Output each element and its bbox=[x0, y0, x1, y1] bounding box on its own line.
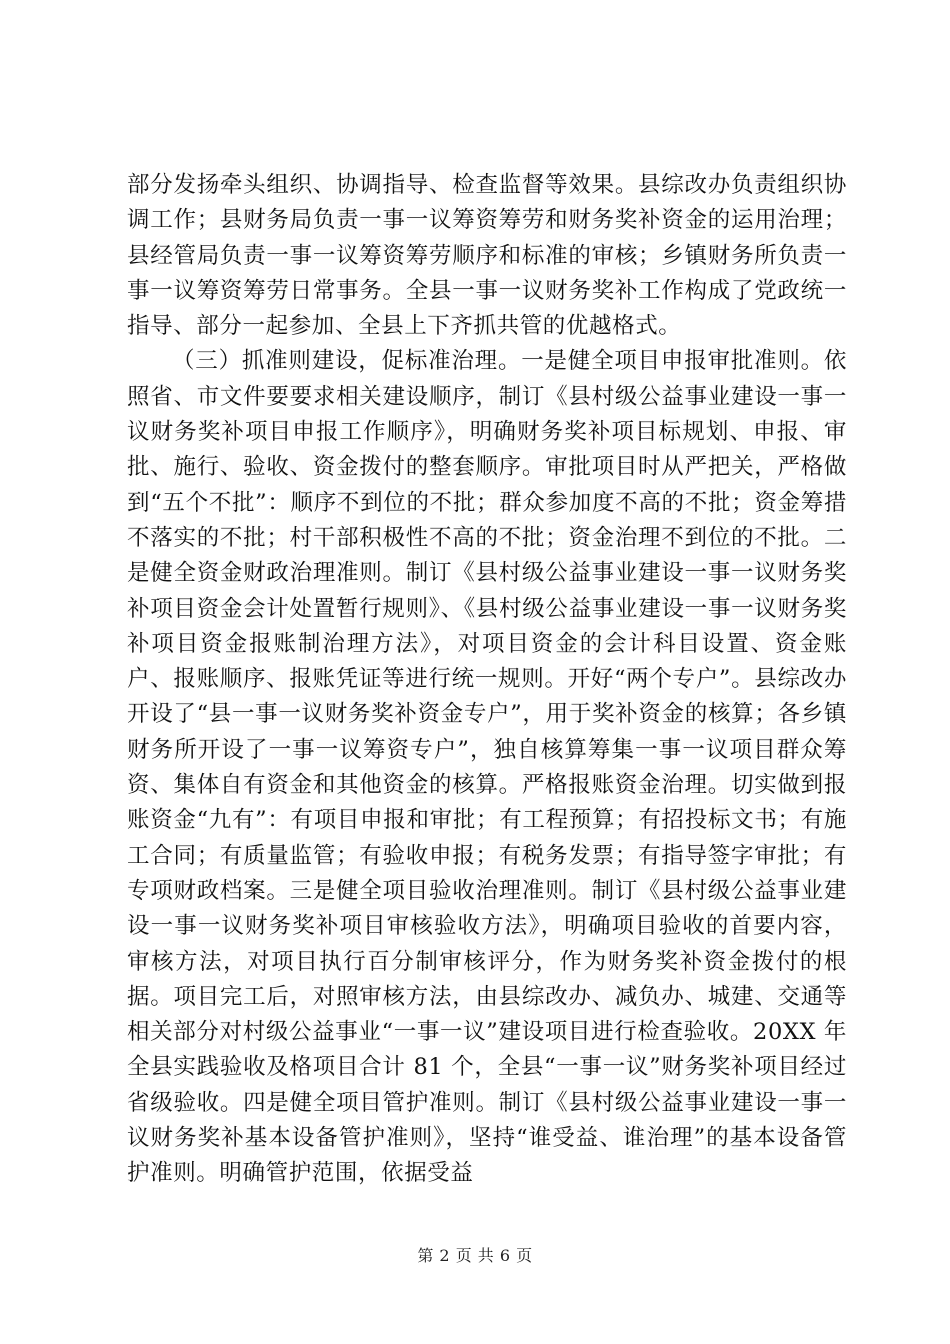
page-footer: 第 2 页 共 6 页 bbox=[417, 1246, 533, 1265]
paragraph-1: 部分发扬牵头组织、协调指导、检查监督等效果。县综改办负责组织协调工作；县财务局负责一事一议筹资筹劳和财务奖补资金的运用治理；县经管局负责一事一议筹资筹劳顺序和标准的审核；乡镇财务所负责一事一议筹资筹劳日常事务。全县一事一议财务奖补工作构成了党政统一指导、部分一起参加、全县上下齐抓共管的优越格式。 bbox=[127, 172, 847, 340]
paragraph-2: （三）抓准则建设，促标准治理。一是健全项目申报审批准则。依照省、市文件要要求相关建设顺序，制订《县村级公益事业建设一事一议财务奖补项目申报工作顺序》，明确财务奖补项目标规划、申报、审批、施行、验收、资金拨付的整套顺序。审批项目时从严把关，严格做到“五个不批”：顺序不到位的不批；群众参加度不高的不批；资金筹措不落实的不批；村干部积极性不高的不批；资金治理不到位的不批。二是健全资金财政治理准则。制订《县村级公益事业建设一事一议财务奖补项目资金会计处置暂行规则》、《县村级公益事业建设一事一议财务奖补项目资金报账制治理方法》，对项目资金的会计科目设置、资金账户、报账顺序、报账凭证等进行统一规则。开好“两个专户”。县综改办开设了“县一事一议财务奖补资金专户”，用于奖补资金的核算；各乡镇财务所开设了一事一议筹资专户”，独自核算筹集一事一议项目群众筹资、集体自有资金和其他资金的核算。严格报账资金治理。切实做到报账资金“九有”：有项目申报和审批；有工程预算；有招投标文书；有施工合同；有质量监管；有验收申报；有税务发票；有指导签字审批；有专项财政档案。三是健全项目验收治理准则。制订《县村级公益事业建设一事一议财务奖补项目审核验收方法》，明确项目验收的首要内容，审核方法，对项目执行百分制审核评分，作为财务奖补资金拨付的根据。项目完工后，对照审核方法，由县综改办、减负办、城建、交通等相关部分对村级公益事业“一事一议”建设项目进行检查验收。20XX 年全县实践验收及格项目合计 81 个，全县“一事一议”财务奖补项目经过省级验收。四是健全项目管护准则。制订《县村级公益事业建设一事一议财务奖补基本设备管护准则》，坚持“谁受益、谁治理”的基本设备管护准则。明确管护范围，依据受益 bbox=[127, 348, 847, 1187]
document-body bbox=[127, 168, 847, 1192]
